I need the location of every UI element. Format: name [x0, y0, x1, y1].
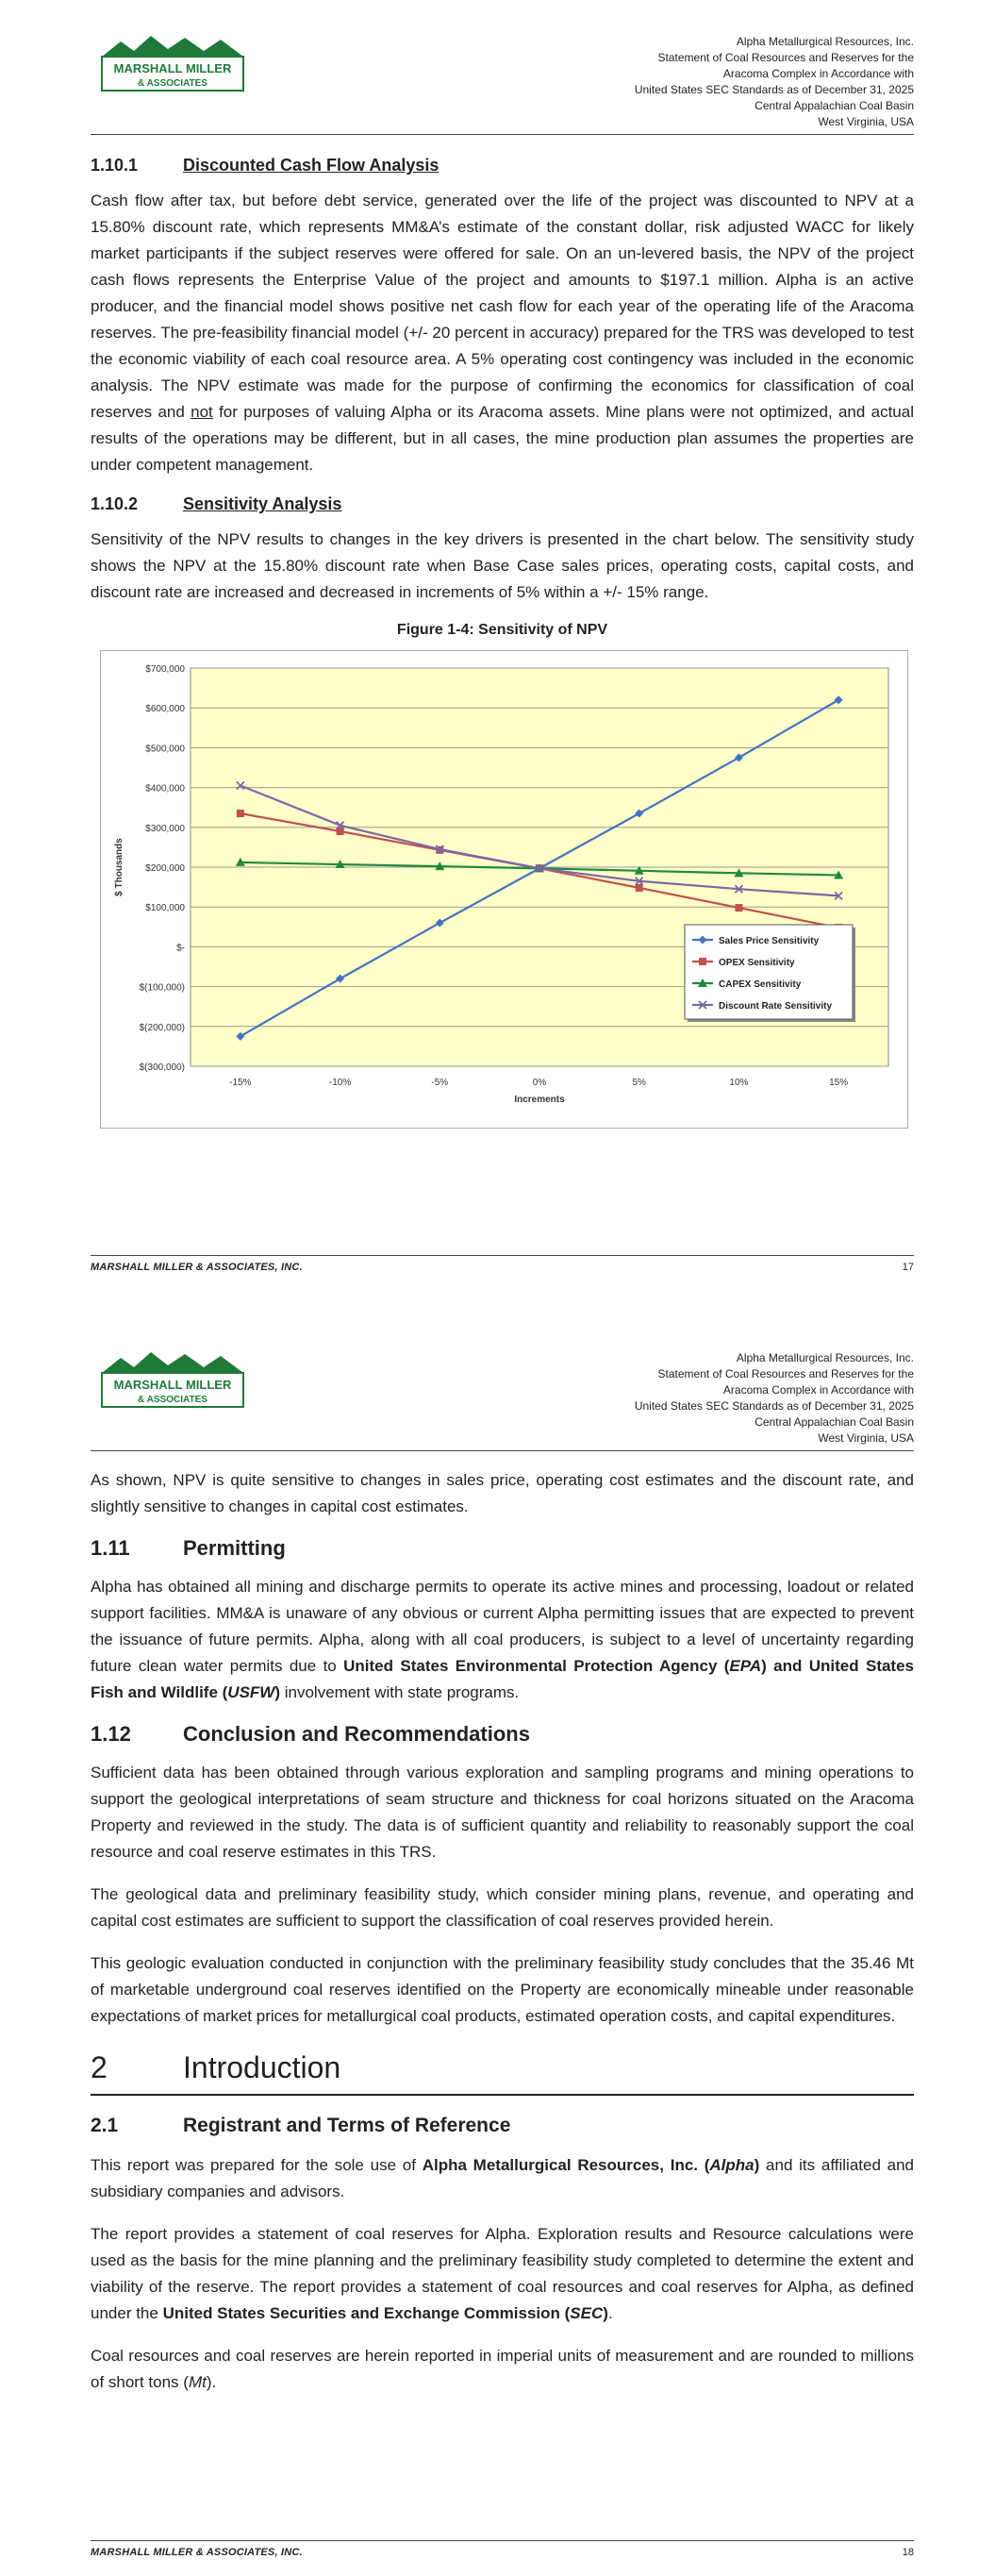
paragraph: [91, 2343, 914, 2396]
paragraph: Sensitivity of the NPV results to changes in the key drivers is presented in the chart below. The sensitivity study shows the NPV at the 15.80% discount rate when Base Case sales prices, operating costs, capital costs, and discount rate are increased and decreased in increments of 5% within a +/- 15% range.: [91, 530, 914, 601]
paragraph: As shown, NPV is quite sensitive to changes in sales price, operating cost estimates and the discount rate, and slightly sensitive to changes in capital cost estimates.: [91, 1471, 914, 1515]
header-line: Central Appalachian Coal Basin: [755, 1415, 914, 1429]
paragraph: [91, 1574, 914, 1706]
legend-label: Sales Price Sensitivity: [719, 936, 820, 946]
chart-svg: [101, 651, 907, 1128]
legend-label: Discount Rate Sensitivity: [719, 1001, 833, 1012]
abbrev-mt: Mt: [188, 2373, 207, 2391]
npv-sensitivity-chart: [100, 650, 908, 1129]
x-tick-label: 15%: [829, 1078, 849, 1088]
bold-text: United States Environmental Protection Agency (: [343, 1657, 730, 1675]
page-number: 18: [902, 2547, 914, 2558]
paragraph-text: ).: [206, 2373, 217, 2391]
y-tick-label: $500,000: [145, 744, 185, 755]
logo-text-top: MARSHALL MILLER: [113, 61, 232, 75]
paragraph-text: .: [607, 2304, 613, 2322]
data-point: [237, 810, 244, 817]
header-line: West Virginia, USA: [818, 115, 914, 128]
page-header: [91, 28, 914, 135]
data-point: [735, 904, 742, 912]
section-title: Sensitivity Analysis: [183, 494, 342, 513]
page-footer: [91, 1255, 914, 1279]
section-heading: [91, 2115, 914, 2143]
company-logo: [98, 28, 247, 96]
header-line: Statement of Coal Resources and Reserves for the: [657, 51, 914, 64]
paragraph-text: The report provides a statement of coal reserves for Alpha. Exploration results and Resource calculations were used as the basis for the mine planning and the preliminary feasibility study completed to determine the extent and viability of the reserve. The report provides a statement of coal resources and coal reserves for Alpha, as defined under the: [91, 2225, 914, 2322]
x-tick-label: 0%: [532, 1078, 547, 1088]
x-tick-label: -10%: [328, 1078, 352, 1088]
header-line: Central Appalachian Coal Basin: [755, 99, 914, 112]
header-line: West Virginia, USA: [818, 1431, 914, 1445]
abbrev-alpha: Alpha: [709, 2156, 755, 2174]
logo-text-top: MARSHALL MILLER: [113, 1378, 232, 1392]
section-heading: [91, 1536, 914, 1564]
y-tick-label: $400,000: [145, 783, 185, 795]
footer-company: MARSHALL MILLER & ASSOCIATES, INC.: [91, 1262, 303, 1273]
paragraph-text: Alpha has obtained all mining and discharge permits to operate its active mines and processing, loadout or related support facilities. MM&A is unaware of any obvious or current Alpha permitting issues that are expected to prevent the issuance of future permits. Alpha, along with all coal producers, is subject to a level of uncertainty regarding future clean water permits due to: [91, 1578, 914, 1675]
y-tick-label: $700,000: [145, 664, 185, 675]
section-number: 1.12: [91, 1722, 131, 1746]
data-point: [699, 958, 706, 965]
logo-text-bottom: & ASSOCIATES: [138, 78, 207, 89]
footer-company: MARSHALL MILLER & ASSOCIATES, INC.: [91, 2547, 303, 2558]
paragraph: [91, 2152, 914, 2205]
section-number: 1.11: [91, 1536, 130, 1560]
legend-label: CAPEX Sensitivity: [719, 979, 802, 990]
paragraph: [91, 2221, 914, 2327]
page-18: [0, 1316, 995, 2576]
x-tick-label: -5%: [431, 1078, 449, 1088]
page-content: [91, 1467, 914, 2412]
header-line: United States SEC Standards as of December 31, 2025: [634, 83, 914, 96]
abbrev-sec: SEC: [570, 2304, 604, 2322]
paragraph-text: for purposes of valuing Alpha or its Aracoma assets. Mine plans were not optimized, and actual results of the operations may be different, but in all cases, the mine production plan assumes the properties are under competent management.: [91, 403, 914, 474]
x-tick-label: -15%: [229, 1078, 252, 1088]
page-number: 17: [902, 1262, 914, 1273]
chapter-heading: [91, 2050, 914, 2096]
paragraph-text: Cash flow after tax, but before debt service, generated over the life of the project was discounted to NPV at a 15.80% discount rate, which represents MM&A’s estimate of the constant dollar, risk adjusted WACC for likely market participants if the subject reserves were offered for sale. On an un-levered basis, the NPV of the project cash flows represents the Enterprise Value of the project and amounts to $197.1 million. Alpha is an active producer, and the financial model shows positive net cash flow for each year of the operating life of the Aracoma reserves. The pre-feasibility financial model (+/- 20 percent in accuracy) prepared for the TRS was developed to test the economic viability of each coal resource area. A 5% operating cost contingency was included in the economic analysis. The NPV estimate was made for the purpose of confirming the economics for classification of coal reserves and: [91, 192, 914, 421]
section-title: Permitting: [183, 1536, 286, 1560]
section-number: 1.10.1: [91, 156, 139, 175]
y-tick-label: $(300,000): [139, 1062, 185, 1073]
header-line: Alpha Metallurgical Resources, Inc.: [736, 1351, 914, 1364]
bold-text: ): [603, 2304, 608, 2322]
paragraph-text: involvement with state programs.: [280, 1683, 520, 1701]
section-heading: [91, 1722, 914, 1750]
bold-text: ): [754, 2156, 760, 2174]
bold-text: ) and United States Fish and Wildlife (: [91, 1657, 914, 1701]
section-heading: [91, 156, 914, 180]
paragraph: Sufficient data has been obtained through various exploration and sampling programs and mining operations to support the geological interpretations of seam structure and thickness for coal horizons situated on the Aracoma Property and reviewed in the study. The data is of sufficient quantity and reliability to reasonably support the coal resource and coal reserve estimates in this TRS.: [91, 1764, 914, 1861]
header-line: Aracoma Complex in Accordance with: [722, 1383, 914, 1397]
y-tick-label: $100,000: [145, 903, 185, 914]
company-logo: [98, 1345, 247, 1413]
header-line: Aracoma Complex in Accordance with: [722, 67, 914, 80]
paragraph-text: Coal resources and coal reserves are herein reported in imperial units of measurement and are rounded to millions of short tons (: [91, 2347, 914, 2391]
section-title: Registrant and Terms of Reference: [183, 2115, 511, 2136]
paragraph: [91, 188, 914, 478]
header-line: United States SEC Standards as of December 31, 2025: [634, 1399, 914, 1413]
section-number: 1.10.2: [91, 494, 139, 513]
y-tick-label: $200,000: [145, 863, 185, 874]
bold-text: Alpha Metallurgical Resources, Inc. (: [422, 2156, 710, 2174]
page-footer: [91, 2540, 914, 2564]
chapter-number: 2: [91, 2050, 108, 2084]
section-heading: [91, 494, 914, 519]
header-text: [635, 34, 914, 130]
paragraph-text: This report was prepared for the sole use of: [91, 2156, 423, 2174]
y-tick-label: $-: [176, 943, 185, 954]
chapter-title: Introduction: [183, 2050, 341, 2084]
y-axis-label: $ Thousands: [114, 838, 124, 896]
abbrev-usfw: USFW: [227, 1683, 275, 1701]
logo-text-bottom: & ASSOCIATES: [138, 1395, 207, 1405]
page-header: [91, 1345, 914, 1451]
abbrev-epa: EPA: [729, 1657, 762, 1675]
x-tick-label: 5%: [632, 1078, 646, 1088]
y-tick-label: $(200,000): [139, 1022, 185, 1033]
header-line: Statement of Coal Resources and Reserves for the: [657, 1367, 914, 1380]
x-axis-label: Increments: [514, 1095, 565, 1105]
bold-text: United States Securities and Exchange Commission (: [162, 2304, 571, 2322]
header-text: [635, 1350, 914, 1447]
paragraph: This geologic evaluation conducted in conjunction with the preliminary feasibility study concludes that the 35.46 Mt of marketable underground coal reserves identified on the Property are economically mineable under reasonable expectations of market prices for metallurgical coal products, estimated operation costs, and capital expenditures.: [91, 1954, 914, 2025]
section-title: Conclusion and Recommendations: [183, 1722, 530, 1746]
y-tick-label: $300,000: [145, 823, 185, 834]
legend-label: OPEX Sensitivity: [719, 958, 795, 968]
bold-text: ): [274, 1683, 281, 1701]
section-title: Discounted Cash Flow Analysis: [183, 156, 439, 175]
data-point: [636, 884, 643, 892]
y-tick-label: $600,000: [145, 704, 185, 715]
paragraph: The geological data and preliminary feasibility study, which consider mining plans, revenue, and operating and capital cost estimates are sufficient to support the classification of coal reserves provided herein.: [91, 1885, 914, 1930]
emphasis-not: not: [191, 403, 213, 421]
page-content: [91, 156, 914, 1129]
x-tick-label: 10%: [729, 1078, 749, 1088]
header-line: Alpha Metallurgical Resources, Inc.: [736, 35, 914, 48]
paragraph-text: and its affiliated and subsidiary companies and advisors.: [91, 2156, 915, 2200]
y-tick-label: $(100,000): [139, 982, 185, 994]
figure-caption: Figure 1-4: Sensitivity of NPV: [396, 622, 608, 638]
section-number: 2.1: [91, 2115, 119, 2136]
